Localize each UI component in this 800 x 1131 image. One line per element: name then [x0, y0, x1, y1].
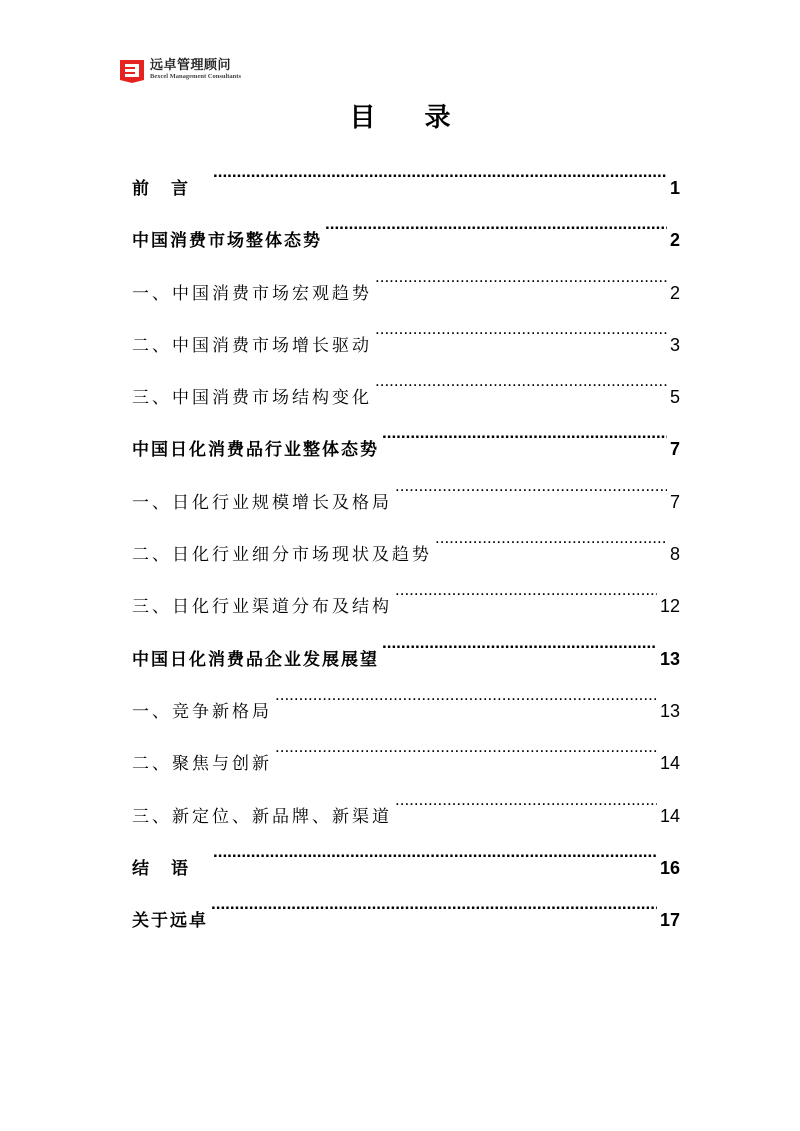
- toc-entry-label: 一、竞争新格局: [132, 701, 272, 722]
- toc-entry-label: 三、日化行业渠道分布及结构: [132, 597, 392, 618]
- toc-dot-leader: [382, 411, 667, 455]
- toc-entry-label: 二、中国消费市场增长驱动: [132, 335, 372, 356]
- toc-entry-label: 三、中国消费市场结构变化: [132, 388, 372, 409]
- toc-dot-leader: [275, 725, 657, 769]
- toc-dot-leader: [325, 202, 667, 246]
- toc-entry-page: 1: [669, 178, 680, 198]
- toc-dot-leader: [375, 307, 667, 351]
- toc-entry-page: 13: [659, 700, 680, 721]
- toc-entry-label: 二、聚焦与创新: [132, 754, 272, 775]
- toc-entry-page: 2: [669, 282, 680, 303]
- toc-dot-leader: [213, 150, 667, 194]
- toc-entry-page: 16: [659, 857, 680, 878]
- toc-entry-label: 中国日化消费品行业整体态势: [132, 440, 379, 461]
- toc-entry-label: 二、日化行业细分市场现状及趋势: [132, 545, 432, 566]
- toc-entry-preface[interactable]: [132, 150, 680, 202]
- toc-dot-leader: [395, 568, 657, 612]
- toc-dot-leader: [275, 673, 657, 717]
- toc-entry-page: 7: [669, 491, 680, 512]
- toc-dot-leader: [395, 778, 657, 822]
- toc-dot-leader: [211, 882, 657, 926]
- toc-entry-consumer-market[interactable]: [132, 202, 680, 254]
- table-of-contents: [132, 150, 680, 934]
- toc-dot-leader: [213, 830, 657, 874]
- toc-entry-label: 关于远卓: [132, 911, 208, 932]
- toc-entry-page: 2: [669, 230, 680, 251]
- toc-dot-leader: [382, 621, 657, 665]
- toc-entry-label: 一、中国消费市场宏观趋势: [132, 283, 372, 304]
- logo-name-en: Bexcel Management Consultants: [150, 73, 241, 81]
- toc-entry-page: 13: [659, 648, 680, 669]
- toc-entry-about[interactable]: [132, 882, 680, 934]
- toc-entry-label: 中国日化消费品企业发展展望: [132, 649, 379, 670]
- toc-entry-label: 结语: [132, 858, 210, 879]
- toc-entry-page: 5: [669, 387, 680, 408]
- toc-entry-page: 3: [669, 334, 680, 355]
- toc-entry-page: 7: [669, 439, 680, 460]
- company-logo: [118, 55, 241, 85]
- toc-entry-label: 一、日化行业规模增长及格局: [132, 492, 392, 513]
- toc-entry-page: 14: [659, 753, 680, 774]
- page-title: 目 录: [349, 103, 471, 133]
- toc-entry-page: 12: [659, 596, 680, 617]
- toc-dot-leader: [375, 359, 667, 403]
- toc-entry-page: 17: [659, 910, 680, 931]
- toc-entry-label: 中国消费市场整体态势: [132, 231, 322, 252]
- toc-entry-page: 8: [669, 544, 680, 565]
- logo-name-cn: 远卓管理顾问: [150, 58, 232, 74]
- toc-dot-leader: [375, 255, 667, 299]
- toc-entry-page: 14: [659, 805, 680, 826]
- toc-entry-label: 前言: [132, 179, 210, 199]
- toc-dot-leader: [435, 516, 667, 560]
- toc-entry-conclusion[interactable]: [132, 830, 680, 882]
- toc-entry-label: 三、新定位、新品牌、新渠道: [132, 806, 392, 827]
- toc-dot-leader: [395, 464, 667, 508]
- logo-icon: [118, 56, 146, 84]
